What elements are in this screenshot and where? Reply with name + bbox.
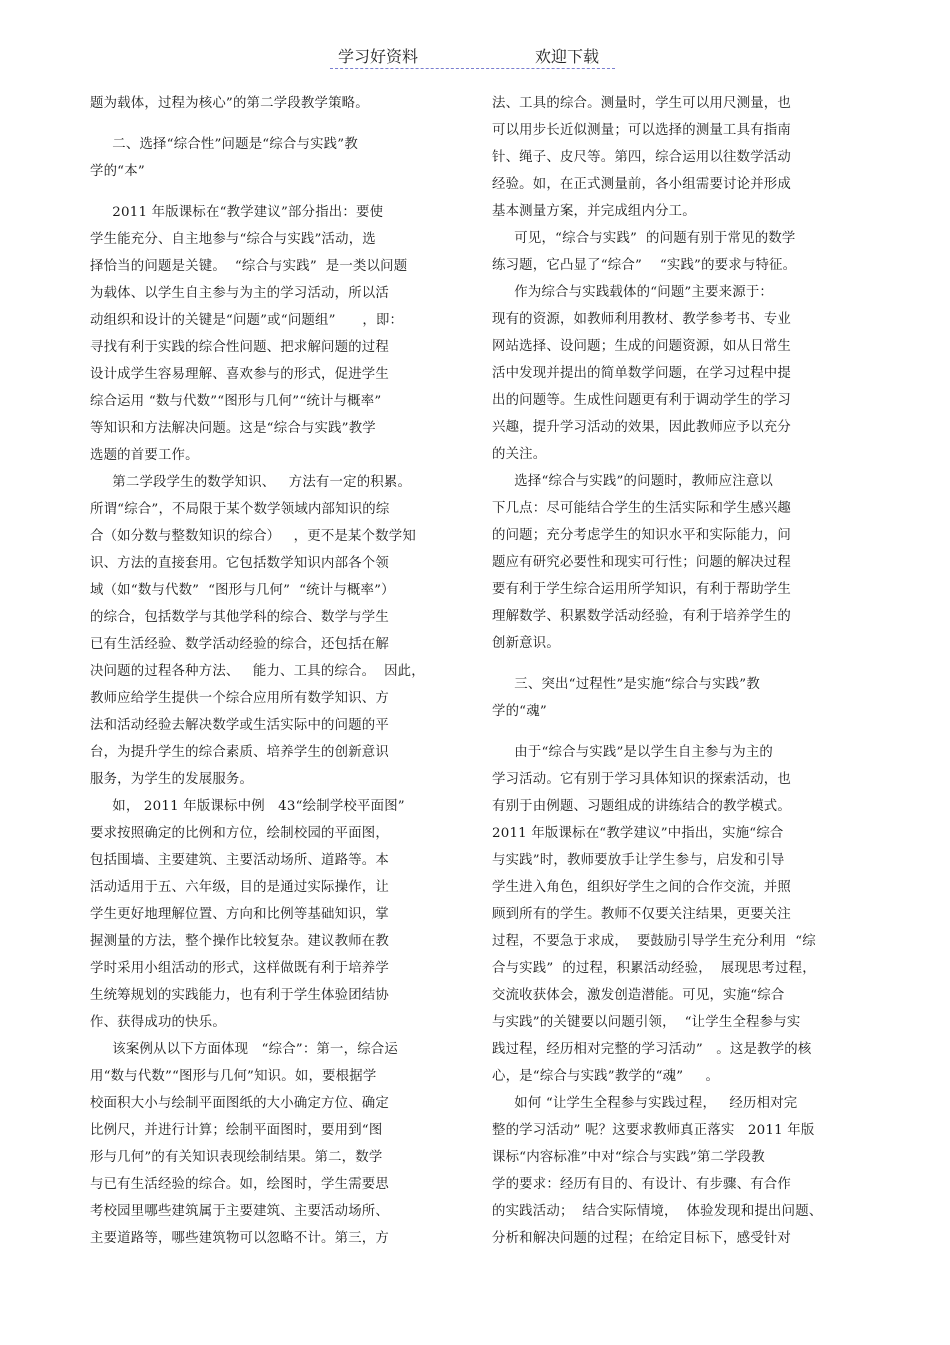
text-line: 服务，为学生的发展服务。 — [90, 772, 254, 787]
text-line: 学习活动。它有别于学习具体知识的探索活动，也 — [492, 772, 791, 787]
text-line: 合与实践” 的过程，积累活动经验， 展现思考过程， — [492, 961, 816, 976]
text-line: 为载体、以学生自主参与为主的学习活动，所以活 — [90, 286, 389, 301]
text-line: 学时采用小组活动的形式，这样做既有利于培养学 — [90, 961, 389, 976]
text-line: 网站选择、设问题；生成的问题资源，如从日常生 — [492, 339, 791, 354]
text-line: 的关注。 — [492, 447, 547, 462]
text-line: 兴趣，提升学习活动的效果，因此教师应予以充分 — [492, 420, 791, 435]
text-line: 寻找有利于实践的综合性问题、把求解问题的过程 — [90, 340, 389, 355]
text-line: 活动适用于五、六年级，目的是通过实际操作，让 — [90, 880, 389, 895]
text-line: 践过程，经历相对完整的学习活动” 。这是教学的核 — [492, 1042, 812, 1057]
header-left-text: 学习好资料 — [338, 47, 419, 66]
text-line: 2011 年版课标在“教学建议”部分指出：要使 — [90, 205, 384, 220]
text-line: 理解数学、积累数学活动经验，有利于培养学生的 — [492, 609, 791, 624]
text-line: 学生能充分、自主地参与“综合与实践”活动，选 — [90, 232, 376, 247]
paragraph-gap — [492, 657, 860, 671]
text-line: 经验。如，在正式测量前，各小组需要讨论并形成 — [492, 177, 791, 192]
text-line: 2011 年版课标在“教学建议”中指出，实施“综合 — [492, 826, 784, 841]
text-line: 如， 2011 年版课标中例 43“绘制学校平面图” — [90, 799, 405, 814]
text-line: 的问题；充分考虑学生的知识水平和实际能力，问 — [492, 528, 791, 543]
text-line: 综合运用 “数与代数”“图形与几何”“统计与概率” — [90, 394, 382, 409]
text-line: 校面积大小与绘制平面图纸的大小确定方位、确定 — [90, 1096, 389, 1111]
text-line: 决问题的过程各种方法、 能力、工具的综合。 因此， — [90, 664, 425, 679]
text-line: 教师应给学生提供一个综合应用所有数学知识、方 — [90, 691, 389, 706]
text-line: 识、方法的直接套用。它包括数学知识内部各个领 — [90, 556, 389, 571]
text-line: 学生进入角色，组织好学生之间的合作交流，并照 — [492, 880, 791, 895]
text-line: 形与几何”的有关知识表现绘制结果。第二，数学 — [90, 1150, 383, 1165]
text-line: 顾到所有的学生。教师不仅要关注结果，更要关注 — [492, 907, 791, 922]
text-line: 法和活动经验去解决数学或生活实际中的问题的平 — [90, 718, 389, 733]
text-line: 所谓“综合”，不局限于某个数学领域内部知识的综 — [90, 502, 390, 517]
text-line: 台，为提升学生的综合素质、培养学生的创新意识 — [90, 745, 389, 760]
text-line: 心，是“综合与实践”教学的“魂” 。 — [492, 1069, 720, 1084]
text-line: 交流收获体会，激发创造潜能。可见，实施“综合 — [492, 988, 785, 1003]
paragraph-gap — [90, 185, 460, 199]
paragraph-gap — [90, 117, 460, 131]
text-line: 包括围墙、主要建筑、主要活动场所、道路等。本 — [90, 853, 389, 868]
text-line: 与实践”时，教师要放手让学生参与，启发和引导 — [492, 853, 785, 868]
text-line: 针、绳子、皮尺等。第四，综合运用以往数学活动 — [492, 150, 791, 165]
text-line: 域（如“数与代数” “图形与几何” “统计与概率”） — [90, 583, 395, 598]
text-line: 选题的首要工作。 — [90, 448, 199, 463]
text-line: 主要道路等，哪些建筑物可以忽略不计。第三，方 — [90, 1231, 389, 1246]
text-line: 合（如分数与整数知识的综合） ，更不是某个数学知 — [90, 529, 416, 544]
text-line: 有别于由例题、习题组成的讲练结合的教学模式。 — [492, 799, 791, 814]
text-line: 三、突出“过程性”是实施“综合与实践”教 — [492, 677, 760, 692]
text-line: 作、获得成功的快乐。 — [90, 1015, 226, 1030]
header-right-text: 欢迎下载 — [535, 47, 600, 66]
text-line: 与已有生活经验的综合。如，绘图时，学生需要思 — [90, 1177, 389, 1192]
text-line: 分析和解决问题的过程；在给定目标下，感受针对 — [492, 1231, 791, 1246]
text-line: 学生更好地理解位置、方向和比例等基础知识，掌 — [90, 907, 389, 922]
text-line: 练习题，它凸显了“综合” “实践”的要求与特征。 — [492, 258, 797, 273]
left-text-column — [90, 90, 460, 1252]
text-line: 择恰当的问题是关键。 “综合与实践” 是一类以问题 — [90, 259, 408, 274]
text-line: 基本测量方案，并完成组内分工。 — [492, 204, 696, 219]
text-line: 由于“综合与实践”是以学生自主参与为主的 — [492, 745, 774, 760]
text-line: 下几点：尽可能结合学生的生活实际和学生感兴趣 — [492, 501, 791, 516]
text-line: 出的问题等。生成性问题更有利于调动学生的学习 — [492, 393, 791, 408]
paragraph-gap — [492, 725, 860, 739]
text-line: 生统筹规划的实践能力，也有利于学生体验团结协 — [90, 988, 389, 1003]
text-line: 设计成学生容易理解、喜欢参与的形式，促进学生 — [90, 367, 389, 382]
text-line: 创新意识。 — [492, 636, 560, 651]
page-header — [330, 42, 615, 69]
text-line: 整的学习活动” 呢？这要求教师真正落实 2011 年版 — [492, 1123, 815, 1138]
text-line: 等知识和方法解决问题。这是“综合与实践”教学 — [90, 421, 376, 436]
text-line: 已有生活经验、数学活动经验的综合，还包括在解 — [90, 637, 389, 652]
text-line: 可见，“综合与实践” 的问题有别于常见的数学 — [492, 231, 796, 246]
text-line: 第二学段学生的数学知识、 方法有一定的积累。 — [90, 475, 412, 490]
text-line: 课标“内容标准”中对“综合与实践”第二学段教 — [492, 1150, 765, 1165]
text-line: 要求按照确定的比例和方位，绘制校园的平面图， — [90, 826, 389, 841]
text-line: 学的要求：经历有目的、有设计、有步骤、有合作 — [492, 1177, 791, 1192]
text-line: 现有的资源，如教师利用教材、教学参考书、专业 — [492, 312, 791, 327]
text-line: 法、工具的综合。测量时，学生可以用尺测量，也 — [492, 96, 791, 111]
text-line: 与实践”的关键要以问题引领， “让学生全程参与实 — [492, 1015, 801, 1030]
text-line: 如何 “让学生全程参与实践过程， 经历相对完 — [492, 1096, 798, 1111]
text-line: 学的“本” — [90, 164, 145, 179]
text-line: 二、选择“综合性”问题是“综合与实践”教 — [90, 137, 358, 152]
text-line: 作为综合与实践载体的“问题”主要来源于： — [492, 285, 774, 300]
text-line: 可以用步长近似测量；可以选择的测量工具有指南 — [492, 123, 791, 138]
text-line: 考校园里哪些建筑属于主要建筑、主要活动场所、 — [90, 1204, 389, 1219]
text-line: 用“数与代数”“图形与几何”知识。如，要根据学 — [90, 1069, 377, 1084]
text-line: 过程，不要急于求成， 要鼓励引导学生充分利用 “综 — [492, 934, 816, 949]
text-line: 动组织和设计的关键是“问题”或“问题组” ，即： — [90, 313, 404, 328]
text-line: 该案例从以下方面体现 “综合”：第一，综合运 — [90, 1042, 398, 1057]
text-line: 比例尺，并进行计算；绘制平面图时，要用到“图 — [90, 1123, 383, 1138]
text-line: 的实践活动； 结合实际情境， 体验发现和提出问题、 — [492, 1204, 823, 1219]
text-line: 握测量的方法，整个操作比较复杂。建议教师在教 — [90, 934, 389, 949]
text-line: 学的“魂” — [492, 704, 547, 719]
text-line: 的综合，包括数学与其他学科的综合、数学与学生 — [90, 610, 389, 625]
text-line: 活中发现并提出的简单数学问题，在学习过程中提 — [492, 366, 791, 381]
text-line: 题应有研究必要性和现实可行性；问题的解决过程 — [492, 555, 791, 570]
text-line: 题为载体，过程为核心”的第二学段教学策略。 — [90, 96, 369, 111]
text-line: 要有利于学生综合运用所学知识，有利于帮助学生 — [492, 582, 791, 597]
text-line: 选择“综合与实践”的问题时，教师应注意以 — [492, 474, 774, 489]
right-text-column — [492, 90, 860, 1252]
